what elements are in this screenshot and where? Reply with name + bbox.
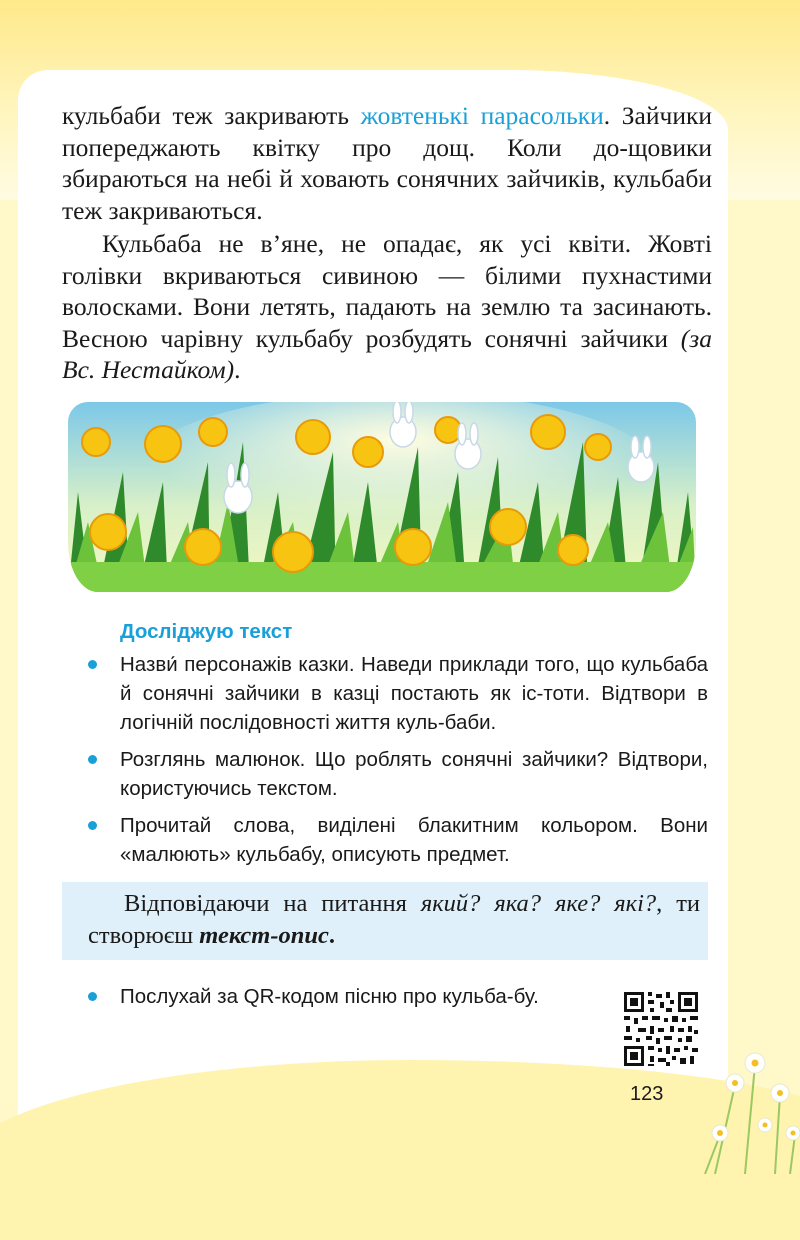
story-paragraph-2-text: Кульбаба не в’яне, не опадає, як усі квіти. Жовті голівки вкриваються сивиною — білими пухнастими волосками. Вони летять, падають на землю та засинають. Весною чарівну кульбабу розбудять сонячні зайчики [62, 229, 712, 353]
qr-task-list [88, 982, 588, 1019]
section-title: Досліджую текст [120, 620, 293, 643]
story-period: . [603, 101, 611, 130]
rule-part-b: , ти створюєш [88, 890, 701, 949]
highlighted-phrase: жовтенькі парасольки [360, 101, 604, 130]
story-paragraph-1 [62, 100, 712, 226]
story-paragraph-1-rest: Зайчики попереджають квітку про дощ. Коли до-щовики збираються на небі й ховають сонячних зайчиків, кульбаби теж закриваються. [62, 101, 712, 225]
task-text: Розглянь малюнок. Що роблять сонячні зайчики? Відтвори, користуючись текстом. [120, 748, 708, 800]
illustration-image [68, 402, 696, 592]
chamomile-decoration [695, 1025, 800, 1174]
rule-part-a: Відповідаючи на питання [124, 890, 421, 917]
task-text: Прочитай слова, виділені блакитним кольором. Вони «малюють» кульбабу, описують предмет. [120, 814, 708, 866]
rule-questions: який? яка? яке? які? [420, 890, 657, 917]
dandelion-bunnies-illustration [68, 402, 696, 592]
story-line-1: кульбаби теж закривають [62, 101, 361, 130]
task-item [88, 811, 708, 869]
qr-code-icon[interactable] [622, 990, 700, 1068]
bullet-icon [88, 660, 97, 669]
bullet-icon [88, 821, 97, 830]
rule-text [88, 888, 700, 952]
task-item [88, 745, 708, 803]
story-end-period: . [234, 355, 241, 384]
rule-term: текст-опис [199, 922, 329, 949]
story-source: (за Вс. Нестайком) [62, 323, 712, 384]
chamomile-graphic [695, 1025, 800, 1174]
task-list [88, 650, 708, 877]
task-item [88, 650, 708, 737]
story-paragraph-2 [62, 228, 712, 386]
page-number: 123 [630, 1083, 664, 1105]
task-item [88, 982, 588, 1011]
bottom-wave-decoration [0, 1060, 800, 1240]
bullet-icon [88, 992, 97, 1001]
qr-task-text: Послухай за QR-кодом пісню про кульба-бу. [120, 985, 539, 1008]
qr-code-graphic [622, 990, 700, 1068]
bullet-icon [88, 755, 97, 764]
rule-period: . [328, 922, 335, 949]
task-text: Назви́ персонажів казки. Наведи приклади того, що кульбаба й сонячні зайчики в казці постають як іс-тоти. Відтвори в логічній послідовності життя куль-баби. [120, 653, 708, 734]
